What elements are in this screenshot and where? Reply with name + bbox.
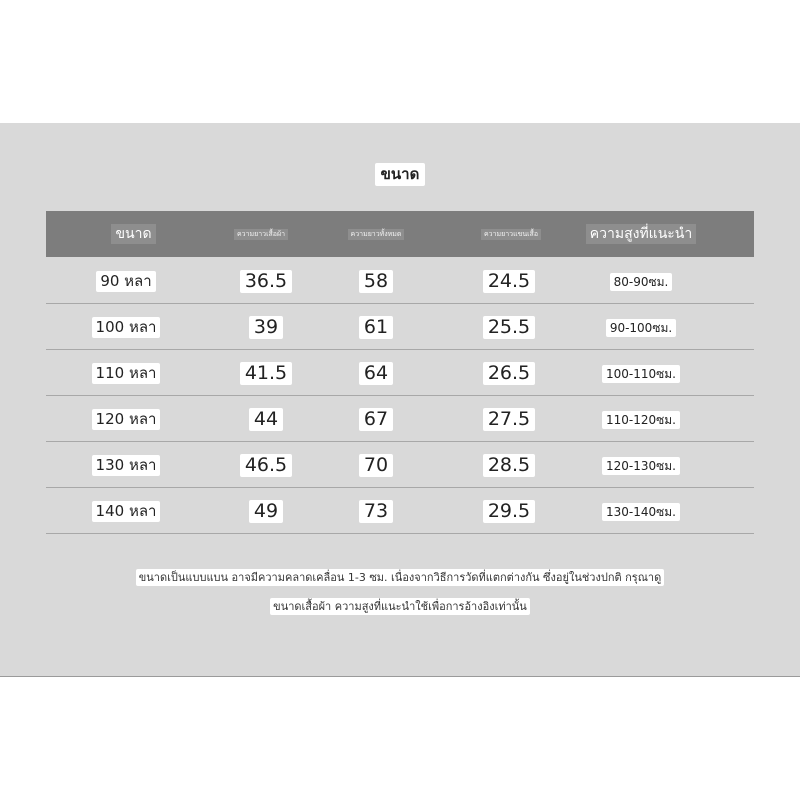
cell-sleeve-length: 25.5	[459, 305, 559, 350]
cell-garment-length: 36.5	[216, 259, 316, 304]
cell-sleeve-length: 27.5	[459, 397, 559, 442]
cell-total-length: 64	[326, 351, 426, 396]
chart-title-label: ขนาด	[375, 163, 426, 186]
table-row	[46, 351, 754, 396]
cell-garment-length: 44	[216, 397, 316, 442]
header-garment-length: ความยาวเสื้อผ้า	[196, 211, 326, 257]
cell-garment-length: 39	[216, 305, 316, 350]
cell-recommended-height: 120-130ซม.	[576, 443, 706, 488]
header-total-length: ความยาวทั้งหมด	[316, 211, 436, 257]
note-line-2: ขนาดเสื้อผ้า ความสูงที่แนะนำใช้เพื่อการอ้างอิงเท่านั้น	[0, 595, 800, 615]
cell-sleeve-length: 26.5	[459, 351, 559, 396]
cell-size: 140 หลา	[76, 489, 176, 534]
row-divider	[46, 441, 754, 442]
cell-recommended-height: 110-120ซม.	[576, 397, 706, 442]
row-divider	[46, 349, 754, 350]
chart-title	[0, 163, 800, 186]
cell-size: 130 หลา	[76, 443, 176, 488]
cell-sleeve-length: 29.5	[459, 489, 559, 534]
cell-recommended-height: 100-110ซม.	[576, 351, 706, 396]
row-divider	[46, 533, 754, 534]
cell-sleeve-length: 24.5	[459, 259, 559, 304]
table-header	[46, 211, 754, 257]
cell-total-length: 58	[326, 259, 426, 304]
header-recommended-height: ความสูงที่แนะนำ	[576, 211, 706, 257]
row-divider	[46, 303, 754, 304]
header-size: ขนาด	[76, 211, 191, 257]
cell-garment-length: 41.5	[216, 351, 316, 396]
table-row	[46, 305, 754, 350]
cell-size: 90 หลา	[76, 259, 176, 304]
table-row	[46, 489, 754, 534]
table-row	[46, 397, 754, 442]
row-divider	[46, 395, 754, 396]
note-line-1: ขนาดเป็นแบบแบน อาจมีความคลาดเคลื่อน 1-3 ซม. เนื่องจากวิธีการวัดที่แตกต่างกัน ซึ่งอยู่ในช่วงปกติ กรุณาดู	[0, 566, 800, 586]
cell-garment-length: 49	[216, 489, 316, 534]
row-divider	[46, 487, 754, 488]
cell-size: 120 หลา	[76, 397, 176, 442]
header-sleeve-length: ความยาวแขนเสื้อ	[446, 211, 576, 257]
cell-size: 110 หลา	[76, 351, 176, 396]
cell-garment-length: 46.5	[216, 443, 316, 488]
cell-total-length: 70	[326, 443, 426, 488]
cell-total-length: 73	[326, 489, 426, 534]
cell-sleeve-length: 28.5	[459, 443, 559, 488]
cell-total-length: 61	[326, 305, 426, 350]
cell-recommended-height: 90-100ซม.	[576, 305, 706, 350]
cell-total-length: 67	[326, 397, 426, 442]
cell-recommended-height: 130-140ซม.	[576, 489, 706, 534]
cell-recommended-height: 80-90ซม.	[576, 259, 706, 304]
cell-size: 100 หลา	[76, 305, 176, 350]
table-row	[46, 259, 754, 304]
table-row	[46, 443, 754, 488]
divider	[0, 676, 800, 677]
